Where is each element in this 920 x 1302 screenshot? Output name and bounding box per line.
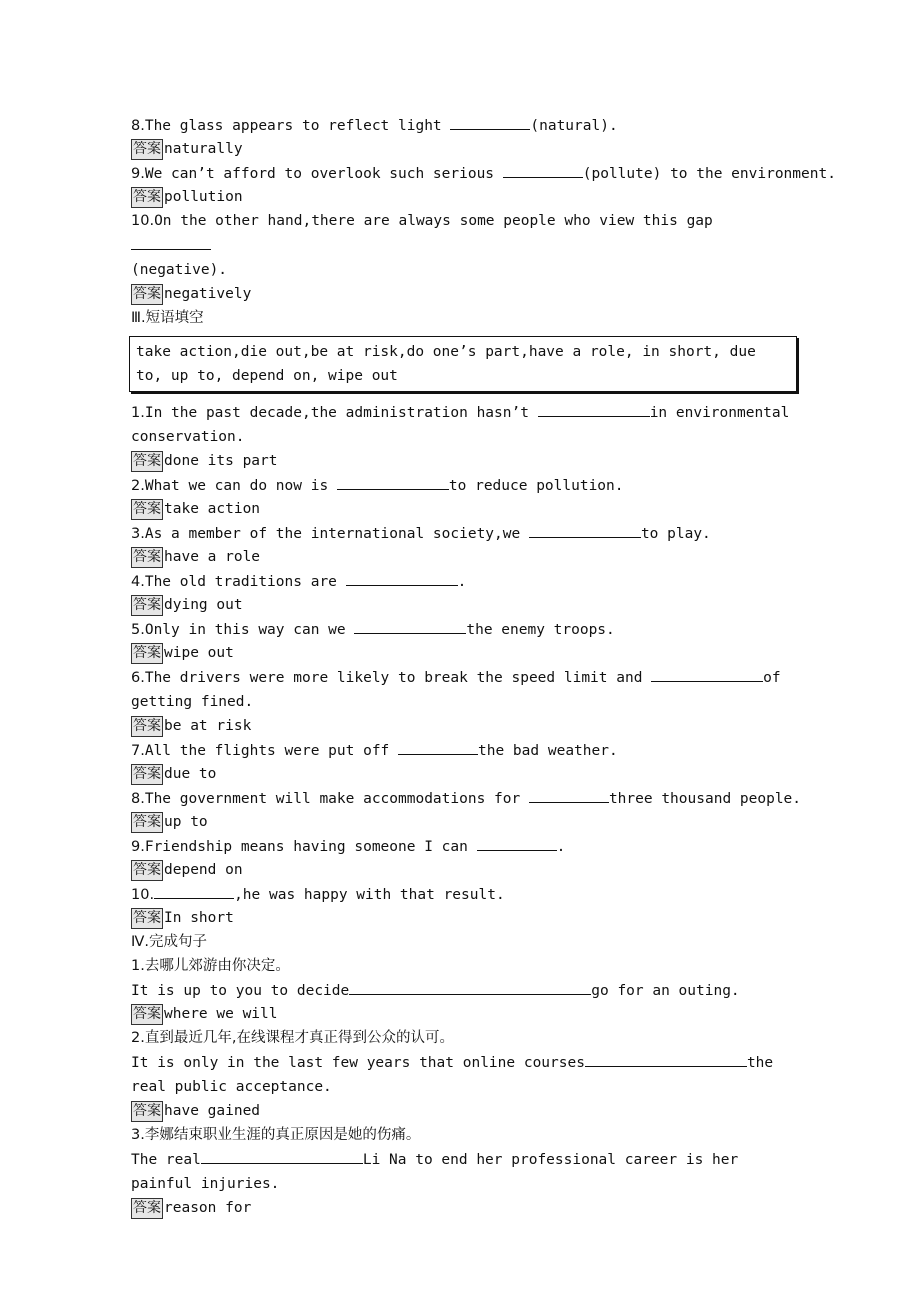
- answer-tag: 答案: [131, 812, 163, 833]
- answer-blank: [337, 473, 449, 490]
- answer-blank: [651, 665, 763, 682]
- question-7: 7.All the flights were put off the bad weather.: [131, 738, 799, 762]
- section-heading-phrase-fill: Ⅲ.短语填空: [131, 310, 204, 326]
- answer-blank: [201, 1147, 363, 1164]
- answer-row: 答案 depend on: [131, 858, 799, 882]
- question-3: 3.As a member of the international society,we to play.: [131, 521, 799, 545]
- answer-row: 答案 up to: [131, 810, 799, 834]
- answer-tag: 答案: [131, 284, 163, 305]
- answer-row: 答案 have gained: [131, 1099, 799, 1123]
- answer-tag: 答案: [131, 908, 163, 929]
- answer-tag: 答案: [131, 187, 163, 208]
- answer-blank: [398, 738, 478, 755]
- answer-row: 答案 wipe out: [131, 641, 799, 665]
- answer-tag: 答案: [131, 860, 163, 881]
- answer-tag: 答案: [131, 547, 163, 568]
- answer-blank: [477, 834, 557, 851]
- document-page: [131, 113, 836, 1220]
- question-1: 1.In the past decade,the administration hasn’t in environmental conservation.: [131, 400, 799, 449]
- answer-row: 答案 naturally: [131, 137, 799, 161]
- question-9: 9.Friendship means having someone I can .: [131, 834, 799, 858]
- answer-tag: 答案: [131, 764, 163, 785]
- chinese-prompt-1: 1.去哪儿郊游由你决定。: [131, 958, 290, 974]
- answer-row: 答案 negatively: [131, 282, 799, 306]
- answer-tag: 答案: [131, 499, 163, 520]
- answer-row: 答案 done its part: [131, 449, 799, 473]
- answer-blank: [503, 161, 583, 178]
- answer-row: 答案 dying out: [131, 593, 799, 617]
- chinese-prompt-3: 3.李娜结束职业生涯的真正原因是她的伤痛。: [131, 1127, 421, 1143]
- question-9: 9.We can’t afford to overlook such serious (pollute) to the environment.: [131, 161, 799, 185]
- answer-tag: 答案: [131, 595, 163, 616]
- question-10: 10.On the other hand,there are always some people who view this gap (negative).: [131, 213, 713, 278]
- answer-row: 答案 where we will: [131, 1002, 799, 1026]
- sentence-3: The real Li Na to end her professional career is her painful injuries.: [131, 1147, 799, 1196]
- question-2: 2.What we can do now is to reduce pollution.: [131, 473, 799, 497]
- answer-blank: [354, 617, 466, 634]
- question-8: 8.The glass appears to reflect light (natural).: [131, 113, 799, 137]
- answer-row: 答案 be at risk: [131, 714, 799, 738]
- answer-blank: [585, 1050, 747, 1067]
- answer-blank: [529, 786, 609, 803]
- sentence-1: It is up to you to decide go for an outing.: [131, 978, 799, 1002]
- answer-tag: 答案: [131, 1198, 163, 1219]
- answer-tag: 答案: [131, 1101, 163, 1122]
- chinese-prompt-2: 2.直到最近几年,在线课程才真正得到公众的认可。: [131, 1030, 454, 1046]
- question-6: 6.The drivers were more likely to break the speed limit and of getting fined.: [131, 665, 799, 714]
- answer-row: 答案 take action: [131, 497, 799, 521]
- answer-blank: [529, 521, 641, 538]
- answer-tag: 答案: [131, 139, 163, 160]
- answer-tag: 答案: [131, 451, 163, 472]
- answer-row: 答案 have a role: [131, 545, 799, 569]
- question-8: 8.The government will make accommodations for three thousand people.: [131, 786, 799, 810]
- question-5: 5.Only in this way can we the enemy troops.: [131, 617, 799, 641]
- answer-blank: [346, 569, 458, 586]
- answer-row: 答案 In short: [131, 906, 799, 930]
- answer-row: 答案 reason for: [131, 1196, 799, 1220]
- question-10: 10. ,he was happy with that result.: [131, 882, 799, 906]
- question-4: 4.The old traditions are .: [131, 569, 799, 593]
- phrase-word-box: take action,die out,be at risk,do one’s part,have a role, in short, due to, up to, depend on, wipe out: [129, 336, 797, 392]
- section-heading-complete-sentences: Ⅳ.完成句子: [131, 934, 207, 950]
- answer-blank: [450, 113, 530, 130]
- answer-blank: [131, 233, 211, 250]
- answer-row: 答案 due to: [131, 762, 799, 786]
- answer-tag: 答案: [131, 716, 163, 737]
- sentence-2: It is only in the last few years that online courses the real public acceptance.: [131, 1050, 799, 1099]
- answer-row: 答案 pollution: [131, 185, 799, 209]
- answer-blank: [154, 882, 234, 899]
- answer-blank: [349, 978, 591, 995]
- answer-blank: [538, 400, 650, 417]
- answer-tag: 答案: [131, 1004, 163, 1025]
- answer-tag: 答案: [131, 643, 163, 664]
